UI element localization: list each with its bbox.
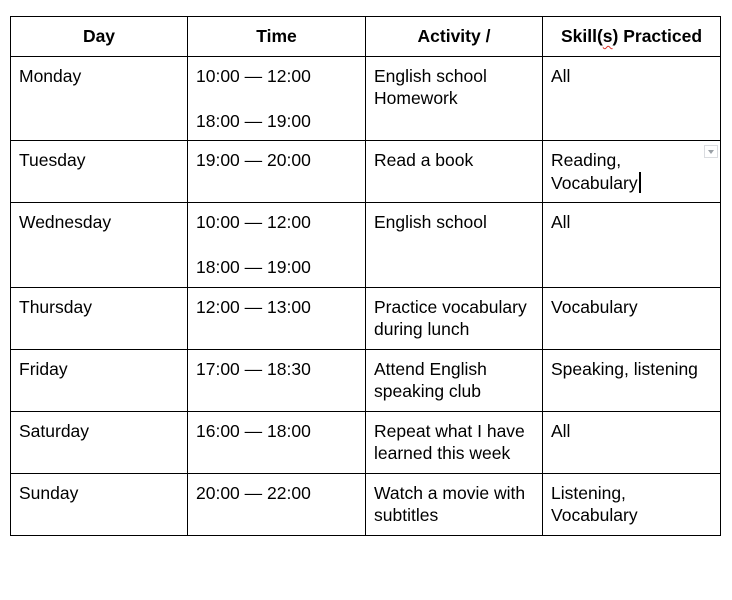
table-row [11,349,721,411]
day-cell[interactable]: Monday [11,56,188,141]
day-cell[interactable]: Friday [11,349,188,411]
header-skill-suffix: ) Practiced [612,26,703,46]
cell-menu-dropdown-icon[interactable] [704,145,718,158]
table-row [11,141,721,203]
activity-cell[interactable]: Practice vocabulary during lunch [366,287,543,349]
skill-cell[interactable]: All [543,56,721,141]
time-cell[interactable] [188,56,366,141]
skill-cell[interactable]: All [543,203,721,288]
time-value: 19:00 — 20:00 [196,150,311,170]
time-value: 10:00 — 12:00 [196,65,311,86]
table-row [11,56,721,141]
time-cell[interactable] [188,411,366,473]
table-row [11,411,721,473]
time-value: 18:00 — 19:00 [196,257,311,277]
time-cell[interactable] [188,203,366,288]
activity-cell[interactable]: Read a book [366,141,543,203]
header-skill-prefix: Skill( [560,26,603,46]
skill-cell[interactable]: Listening, Vocabulary [543,473,721,535]
time-cell[interactable] [188,349,366,411]
time-cell[interactable] [188,141,366,203]
time-value: 17:00 — 18:30 [196,358,311,379]
time-value: 18:00 — 19:00 [196,110,311,131]
text-cursor [639,172,641,193]
time-value: 10:00 — 12:00 [196,212,311,232]
activity-cell[interactable]: Attend English speaking club [366,349,543,411]
header-day[interactable]: Day [11,17,188,57]
header-time[interactable]: Time [188,17,366,57]
day-cell[interactable]: Saturday [11,411,188,473]
table-row [11,473,721,535]
skill-cell[interactable]: Speaking, listening [543,349,721,411]
header-row [11,17,721,57]
day-cell[interactable]: Thursday [11,287,188,349]
time-value: 20:00 — 22:00 [196,482,311,503]
activity-cell[interactable]: Watch a movie with subtitles [366,473,543,535]
skill-cell[interactable]: All [543,411,721,473]
time-value: 16:00 — 18:00 [196,420,311,441]
table-row [11,203,721,288]
activity-cell[interactable]: English school [366,203,543,288]
time-value: 12:00 — 13:00 [196,296,311,317]
header-activity[interactable]: Activity / [366,17,543,57]
time-cell[interactable] [188,473,366,535]
day-cell[interactable]: Sunday [11,473,188,535]
skill-line: Reading, [551,150,622,170]
day-cell[interactable]: Tuesday [11,141,188,203]
spellcheck-underline[interactable]: s [602,26,613,46]
skill-cell[interactable]: Vocabulary [543,287,721,349]
activity-cell[interactable]: English school Homework [366,56,543,141]
time-cell[interactable] [188,287,366,349]
header-skill[interactable] [543,17,721,57]
skill-cell-active[interactable] [543,141,721,203]
schedule-table [10,16,721,536]
skill-line: Vocabulary [551,172,638,193]
table-row [11,287,721,349]
day-cell[interactable]: Wednesday [11,203,188,288]
activity-cell[interactable]: Repeat what I have learned this week [366,411,543,473]
